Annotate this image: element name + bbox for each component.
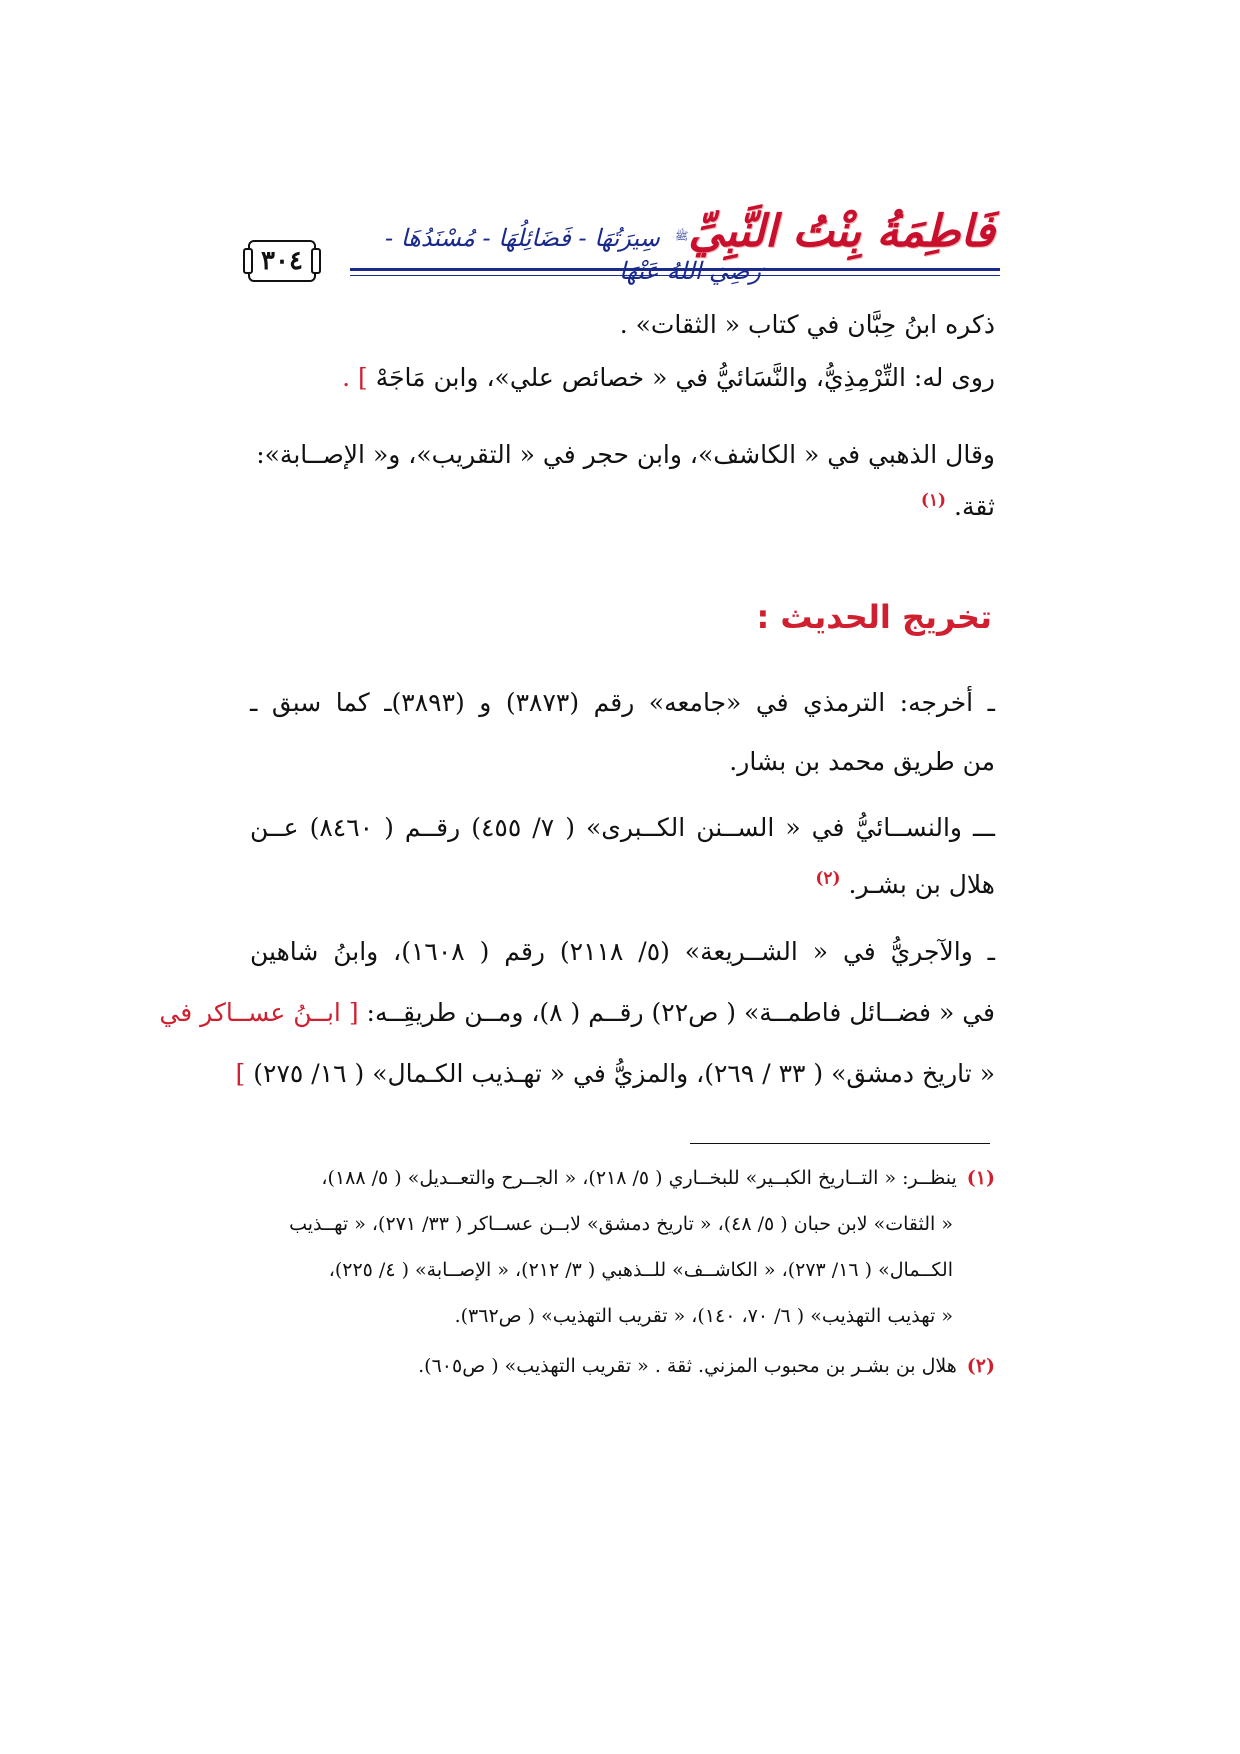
takhrij-nasai-line1: ـــ والنســائيُّ في « الســنن الكــبرى» ( ٧/ ٤٥٥) رقــم ( ٨٤٦٠) عــن — [250, 813, 995, 842]
footnote-1-line1: (١)ينظــر: « التــاريخ الكبــير» للبخــاري ( ٥/ ٢١٨)، « الجــرح والتعــديل» ( ٥/ ١٨٨)، — [321, 1167, 995, 1189]
header-divider-thin — [350, 275, 1000, 276]
takhrij-ajurri-line3: « تاريخ دمشق» ( ٣٣ / ٢٦٩)، والمزيُّ في « تهـذيب الكـمال» ( ١٦/ ٢٧٥) ] — [235, 1059, 995, 1088]
section-heading-takhrij: تخريج الحديث : — [756, 598, 992, 636]
footnote-1-line4: « تهذيب التهذيب» ( ٦/ ٧٠، ١٤٠)، « تقريب التهذيب» ( ص٣٦٢). — [454, 1305, 953, 1327]
paragraph-dhahabi: وقال الذهبي في « الكاشف»، وابن حجر في « التقريب»، و« الإصــابة»: — [256, 440, 995, 469]
footnote-2: (٢)هلال بن بشـر بن محبوب المزني. ثقة . « تقريب التهذيب» ( ص٦٠٥). — [418, 1355, 995, 1377]
page-number: ٣٠٤ — [248, 240, 316, 282]
takhrij-ajurri-line2: في « فضــائل فاطمــة» ( ص٢٢) رقــم ( ٨)، ومــن طريقِــه: [ ابــنُ عســاكر في — [159, 998, 995, 1027]
paragraph-narrated-by: روى له: التِّرْمِذِيُّ، والنَّسَائيُّ في « خصائص علي»، وابن مَاجَهْ ] . — [342, 363, 995, 392]
paragraph-ibn-hibban: ذكره ابنُ حِبَّان في كتاب « الثقات» . — [619, 310, 995, 339]
takhrij-nasai-line2: هلال بن بشـر. $^{(٢)}$ — [815, 868, 995, 899]
bracket-open: [ ابــنُ عســاكر في — [159, 998, 359, 1027]
footnote-1-line3: الكــمال» ( ١٦/ ٢٧٣)، « الكاشــف» للــذهبي ( ٣/ ٢١٢)، « الإصــابة» ( ٤/ ٢٢٥)، — [328, 1259, 953, 1281]
footnote-1-line2: « الثقات» لابن حبان ( ٥/ ٤٨)، « تاريخ دمشق» لابــن عســاكر ( ٣٣/ ٢٧١)، « تهــذيب — [289, 1213, 953, 1235]
bracket-close: ] . — [342, 363, 368, 392]
takhrij-ajurri-line1: ـ والآجريُّ في « الشــريعة» (٥/ ٢١١٨) رقم ( ١٦٠٨)، وابنُ شاهين — [250, 937, 996, 966]
bracket-close-2: ] — [235, 1059, 246, 1088]
takhrij-tirmidhi-line1: ـ أخرجه: الترمذي في «جامعه» رقم (٣٨٧٣) و (٣٨٩٣)ـ كما سبق ـ — [250, 688, 995, 717]
footnote-1-number: (١) — [966, 1167, 995, 1189]
header-divider — [350, 268, 1000, 271]
book-title — [380, 206, 1000, 285]
honorific-mark: ﷺ — [674, 229, 689, 243]
footnote-separator — [690, 1143, 990, 1144]
page-header — [240, 188, 1000, 288]
paragraph-thiqa: ثقة. $^{(١)}$ — [920, 490, 995, 521]
footnote-ref-1[interactable]: (١) — [920, 490, 947, 511]
book-title-main: فَاطِمَةُ بِنْتُ النَّبِيِّ — [688, 206, 995, 257]
footnote-2-number: (٢) — [966, 1355, 995, 1377]
footnote-ref-2[interactable]: (٢) — [815, 868, 841, 889]
takhrij-tirmidhi-line2: من طريق محمد بن بشار. — [729, 747, 995, 776]
book-subtitle: سِيرَتُهَا - فَضَائِلُهَا - مُسْنَدُهَا - رَضِيَ اللهُ عَنْهَا — [385, 224, 761, 285]
